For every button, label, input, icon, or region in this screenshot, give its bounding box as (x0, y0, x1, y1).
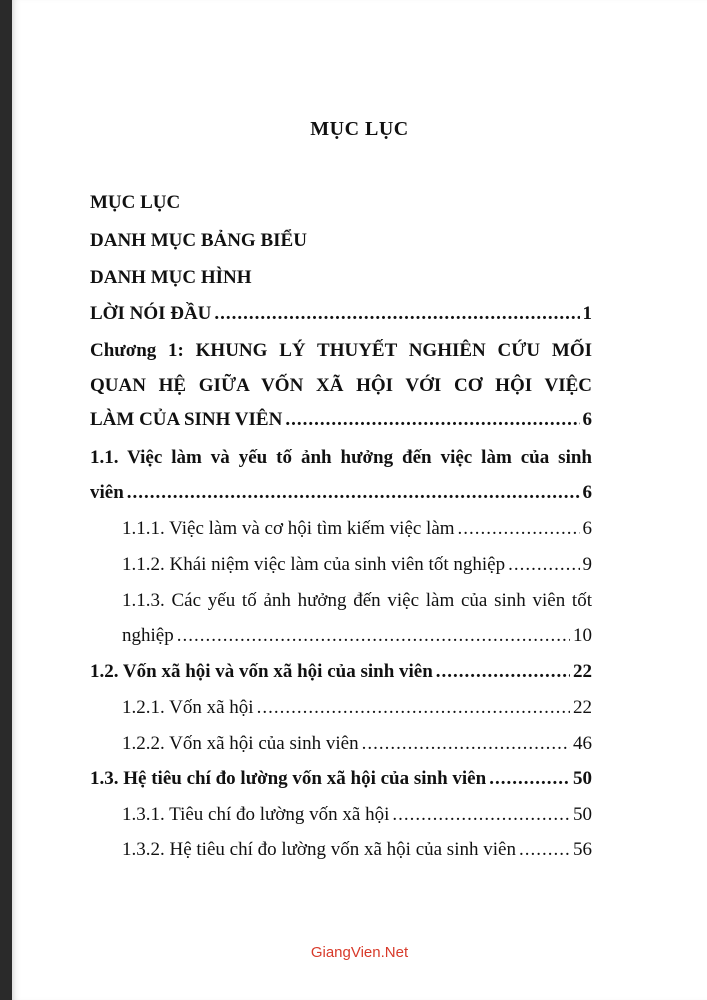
leader-dots (436, 657, 570, 687)
toc-page-number: 1 (582, 303, 592, 324)
toc-entry-text: 1.3. Hệ tiêu chí đo lường vốn xã hội của sinh viên (90, 768, 487, 789)
toc-entry-text: Chương 1: KHUNG LÝ THUYẾT NGHIÊN CỨU MỐI (90, 340, 592, 361)
leader-dots (519, 835, 570, 865)
toc-entry-1-2-1 (122, 693, 592, 723)
toc-page-number: 10 (573, 625, 592, 646)
toc-entry-text: MỤC LỤC (90, 192, 181, 213)
toc-entry-1-3-2 (122, 835, 592, 865)
toc-entry-danh-muc-bang-bieu (90, 226, 592, 256)
toc-entry-danh-muc-hinh (90, 263, 592, 293)
toc-entry-text: 1.1. Việc làm và yếu tố ảnh hưởng đến việc làm của sinh (90, 447, 592, 468)
toc-entry-muc-luc (90, 188, 592, 218)
toc-entry-text: DANH MỤC BẢNG BIỂU (90, 230, 307, 251)
toc-entry-text: 1.3.1. Tiêu chí đo lường vốn xã hội (122, 804, 390, 825)
toc-entry-1-3 (90, 764, 592, 794)
page-title: MỤC LỤC (310, 118, 409, 140)
leader-dots (177, 621, 570, 651)
toc-page-number: 46 (573, 733, 592, 754)
toc-page-number: 6 (582, 482, 592, 503)
toc-entry-text: DANH MỤC HÌNH (90, 267, 252, 288)
toc-page-number: 6 (582, 518, 592, 539)
leader-dots (508, 550, 579, 580)
leader-dots (257, 693, 570, 723)
toc-entry-1-1-2 (122, 550, 592, 580)
leader-dots (362, 729, 570, 759)
toc-entry-text: 1.1.1. Việc làm và cơ hội tìm kiếm việc làm (122, 518, 455, 539)
toc-entry-chuong-1-line-3 (90, 405, 592, 435)
toc-entry-text: nghiệp (122, 625, 174, 646)
toc-page-number: 9 (582, 554, 592, 575)
toc-entry-text: 1.2.1. Vốn xã hội (122, 697, 254, 718)
leader-dots (392, 800, 570, 830)
toc-entry-loi-noi-dau (90, 299, 592, 329)
toc-page-number: 6 (582, 409, 592, 430)
leader-dots (458, 514, 580, 544)
toc-entry-text: 1.1.2. Khái niệm việc làm của sinh viên tốt nghiệp (122, 554, 506, 575)
toc-page-number: 50 (573, 804, 592, 825)
leader-dots (127, 478, 580, 508)
toc-entry-text: 1.2. Vốn xã hội và vốn xã hội của sinh viên (90, 661, 433, 682)
toc-entry-1-3-1 (122, 800, 592, 830)
toc-entry-text: 1.3.2. Hệ tiêu chí đo lường vốn xã hội của sinh viên (122, 839, 516, 860)
leader-dots (489, 764, 570, 794)
toc-page-number: 22 (573, 661, 592, 682)
toc-entry-1-1-1 (122, 514, 592, 544)
toc-entry-text: LỜI NÓI ĐẦU (90, 303, 212, 324)
toc-page-number: 22 (573, 697, 592, 718)
document-page (12, 0, 707, 1000)
toc-entry-1-1-3-line-1 (122, 586, 592, 616)
toc-entry-text: QUAN HỆ GIỮA VỐN XÃ HỘI VỚI CƠ HỘI VIỆC (90, 375, 592, 396)
toc-entry-text: LÀM CỦA SINH VIÊN (90, 409, 283, 430)
toc-entry-1-1-3-line-2 (122, 621, 592, 651)
toc-entry-1-2-2 (122, 729, 592, 759)
toc-entry-1-1-line-2 (90, 478, 592, 508)
toc-entry-text: viên (90, 482, 124, 503)
leader-dots (214, 299, 579, 329)
leader-dots (285, 405, 579, 435)
toc-entry-1-2 (90, 657, 592, 687)
toc-entry-chuong-1-line-2 (90, 371, 592, 401)
toc-page-number: 50 (573, 768, 592, 789)
toc-page-number: 56 (573, 839, 592, 860)
toc-entry-1-1-line-1 (90, 443, 592, 473)
toc-entry-chuong-1-line-1 (90, 336, 592, 366)
toc-entry-text: 1.1.3. Các yếu tố ảnh hưởng đến việc làm của sinh viên tốt (122, 590, 592, 611)
footer-watermark: GiangVien.Net (310, 944, 409, 961)
toc-entry-text: 1.2.2. Vốn xã hội của sinh viên (122, 733, 359, 754)
